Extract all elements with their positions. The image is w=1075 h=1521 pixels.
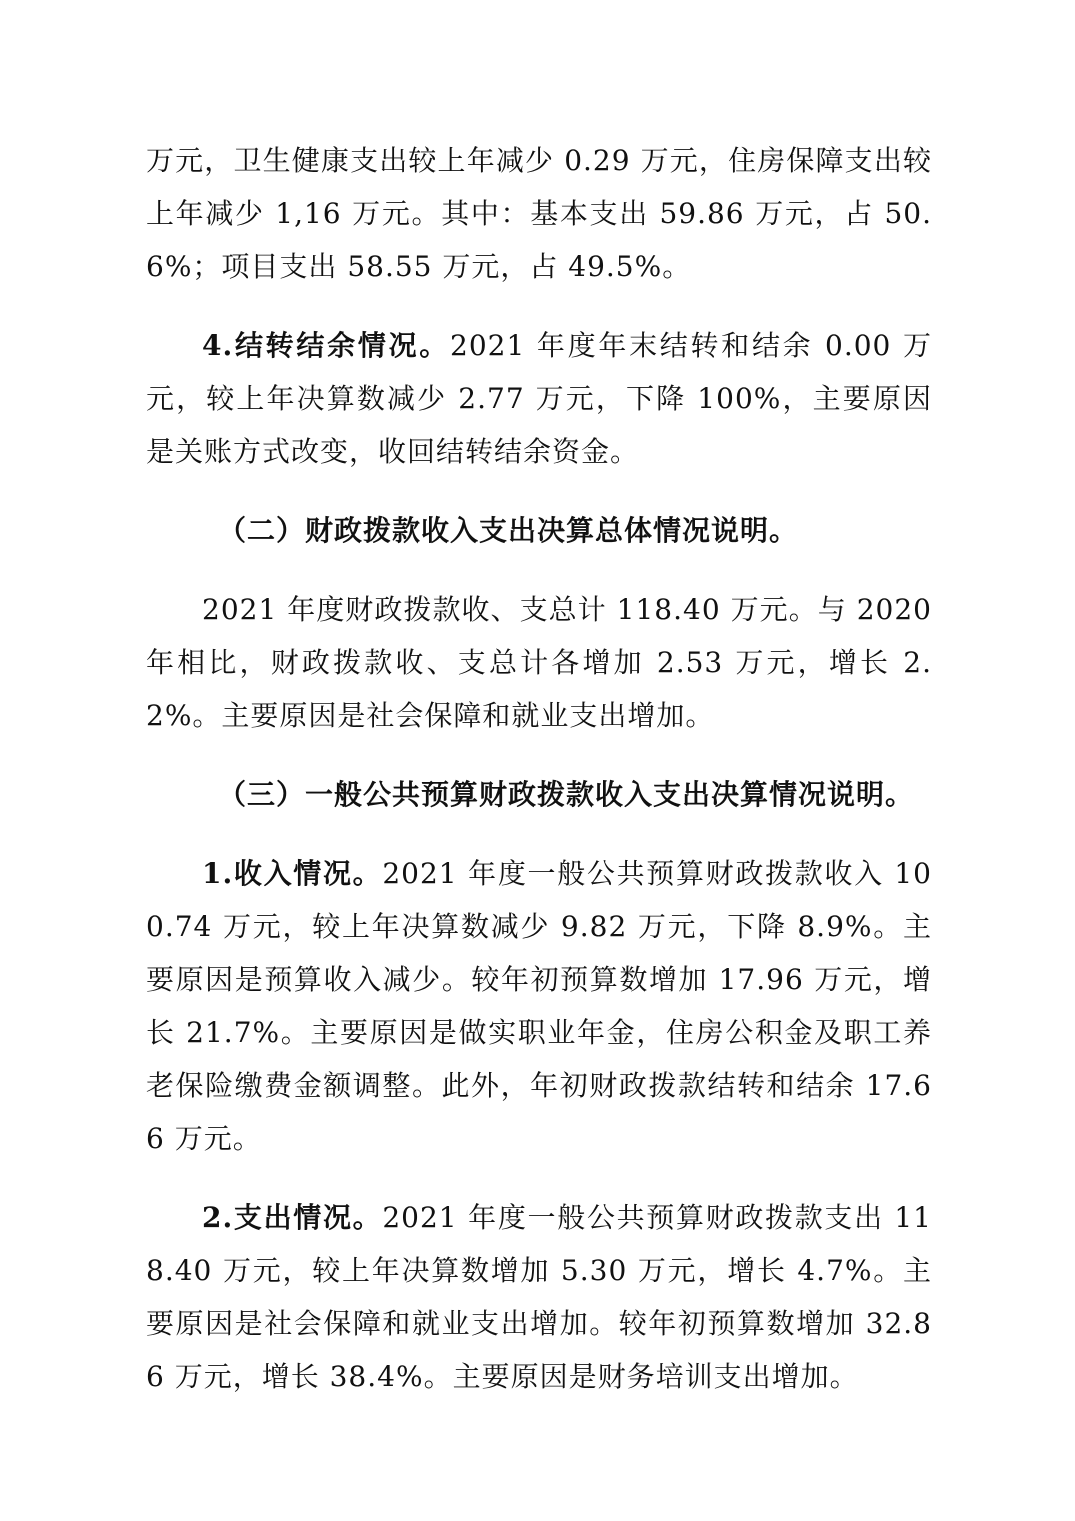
paragraph-text: 2021 年度一般公共预算财政拨款收入 100.74 万元，较上年决算数减少 9.82 万元，下降 8.9%。主要原因是预算收入减少。较年初预算数增加 17.96 万元，增长 21.7%。主要原因是做实职业年金，住房公积金及职工养老保险缴费金额调整。此外，年初财政拨款结转和结余 17.66 万元。	[146, 857, 932, 1155]
document-body	[146, 134, 932, 1429]
paragraph-fiscal-overall	[146, 583, 932, 742]
section-heading-general-budget: （三）一般公共预算财政拨款收入支出决算情况说明。	[218, 778, 915, 811]
paragraph-expense-summary	[146, 134, 932, 293]
paragraph-expenditure	[146, 1191, 932, 1403]
section-heading-fiscal-overall: （二）财政拨款收入支出决算总体情况说明。	[218, 514, 799, 547]
paragraph-lead: 1.收入情况。	[202, 857, 383, 890]
paragraph-income	[146, 847, 932, 1165]
paragraph-text: 2021 年度一般公共预算财政拨款支出 118.40 万元，较上年决算数增加 5.30 万元，增长 4.7%。主要原因是社会保障和就业支出增加。较年初预算数增加 32.86 万元，增长 38.4%。主要原因是财务培训支出增加。	[146, 1201, 932, 1393]
paragraph-text: 2021 年度年末结转和结余 0.00 万元，较上年决算数减少 2.77 万元，下降 100%，主要原因是关账方式改变，收回结转结余资金。	[146, 329, 932, 468]
paragraph-lead: 2.支出情况。	[202, 1201, 383, 1234]
paragraph-lead: 4.结转结余情况。	[202, 329, 451, 362]
paragraph-carryover	[146, 319, 932, 478]
paragraph-text: 2021 年度财政拨款收、支总计 118.40 万元。与 2020 年相比，财政拨款收、支总计各增加 2.53 万元，增长 2.2%。主要原因是社会保障和就业支出增加。	[146, 593, 932, 732]
paragraph-text: 万元，卫生健康支出较上年减少 0.29 万元，住房保障支出较上年减少 1,16 万元。其中：基本支出 59.86 万元，占 50.6%；项目支出 58.55 万元，占 49.5%。	[146, 144, 932, 283]
